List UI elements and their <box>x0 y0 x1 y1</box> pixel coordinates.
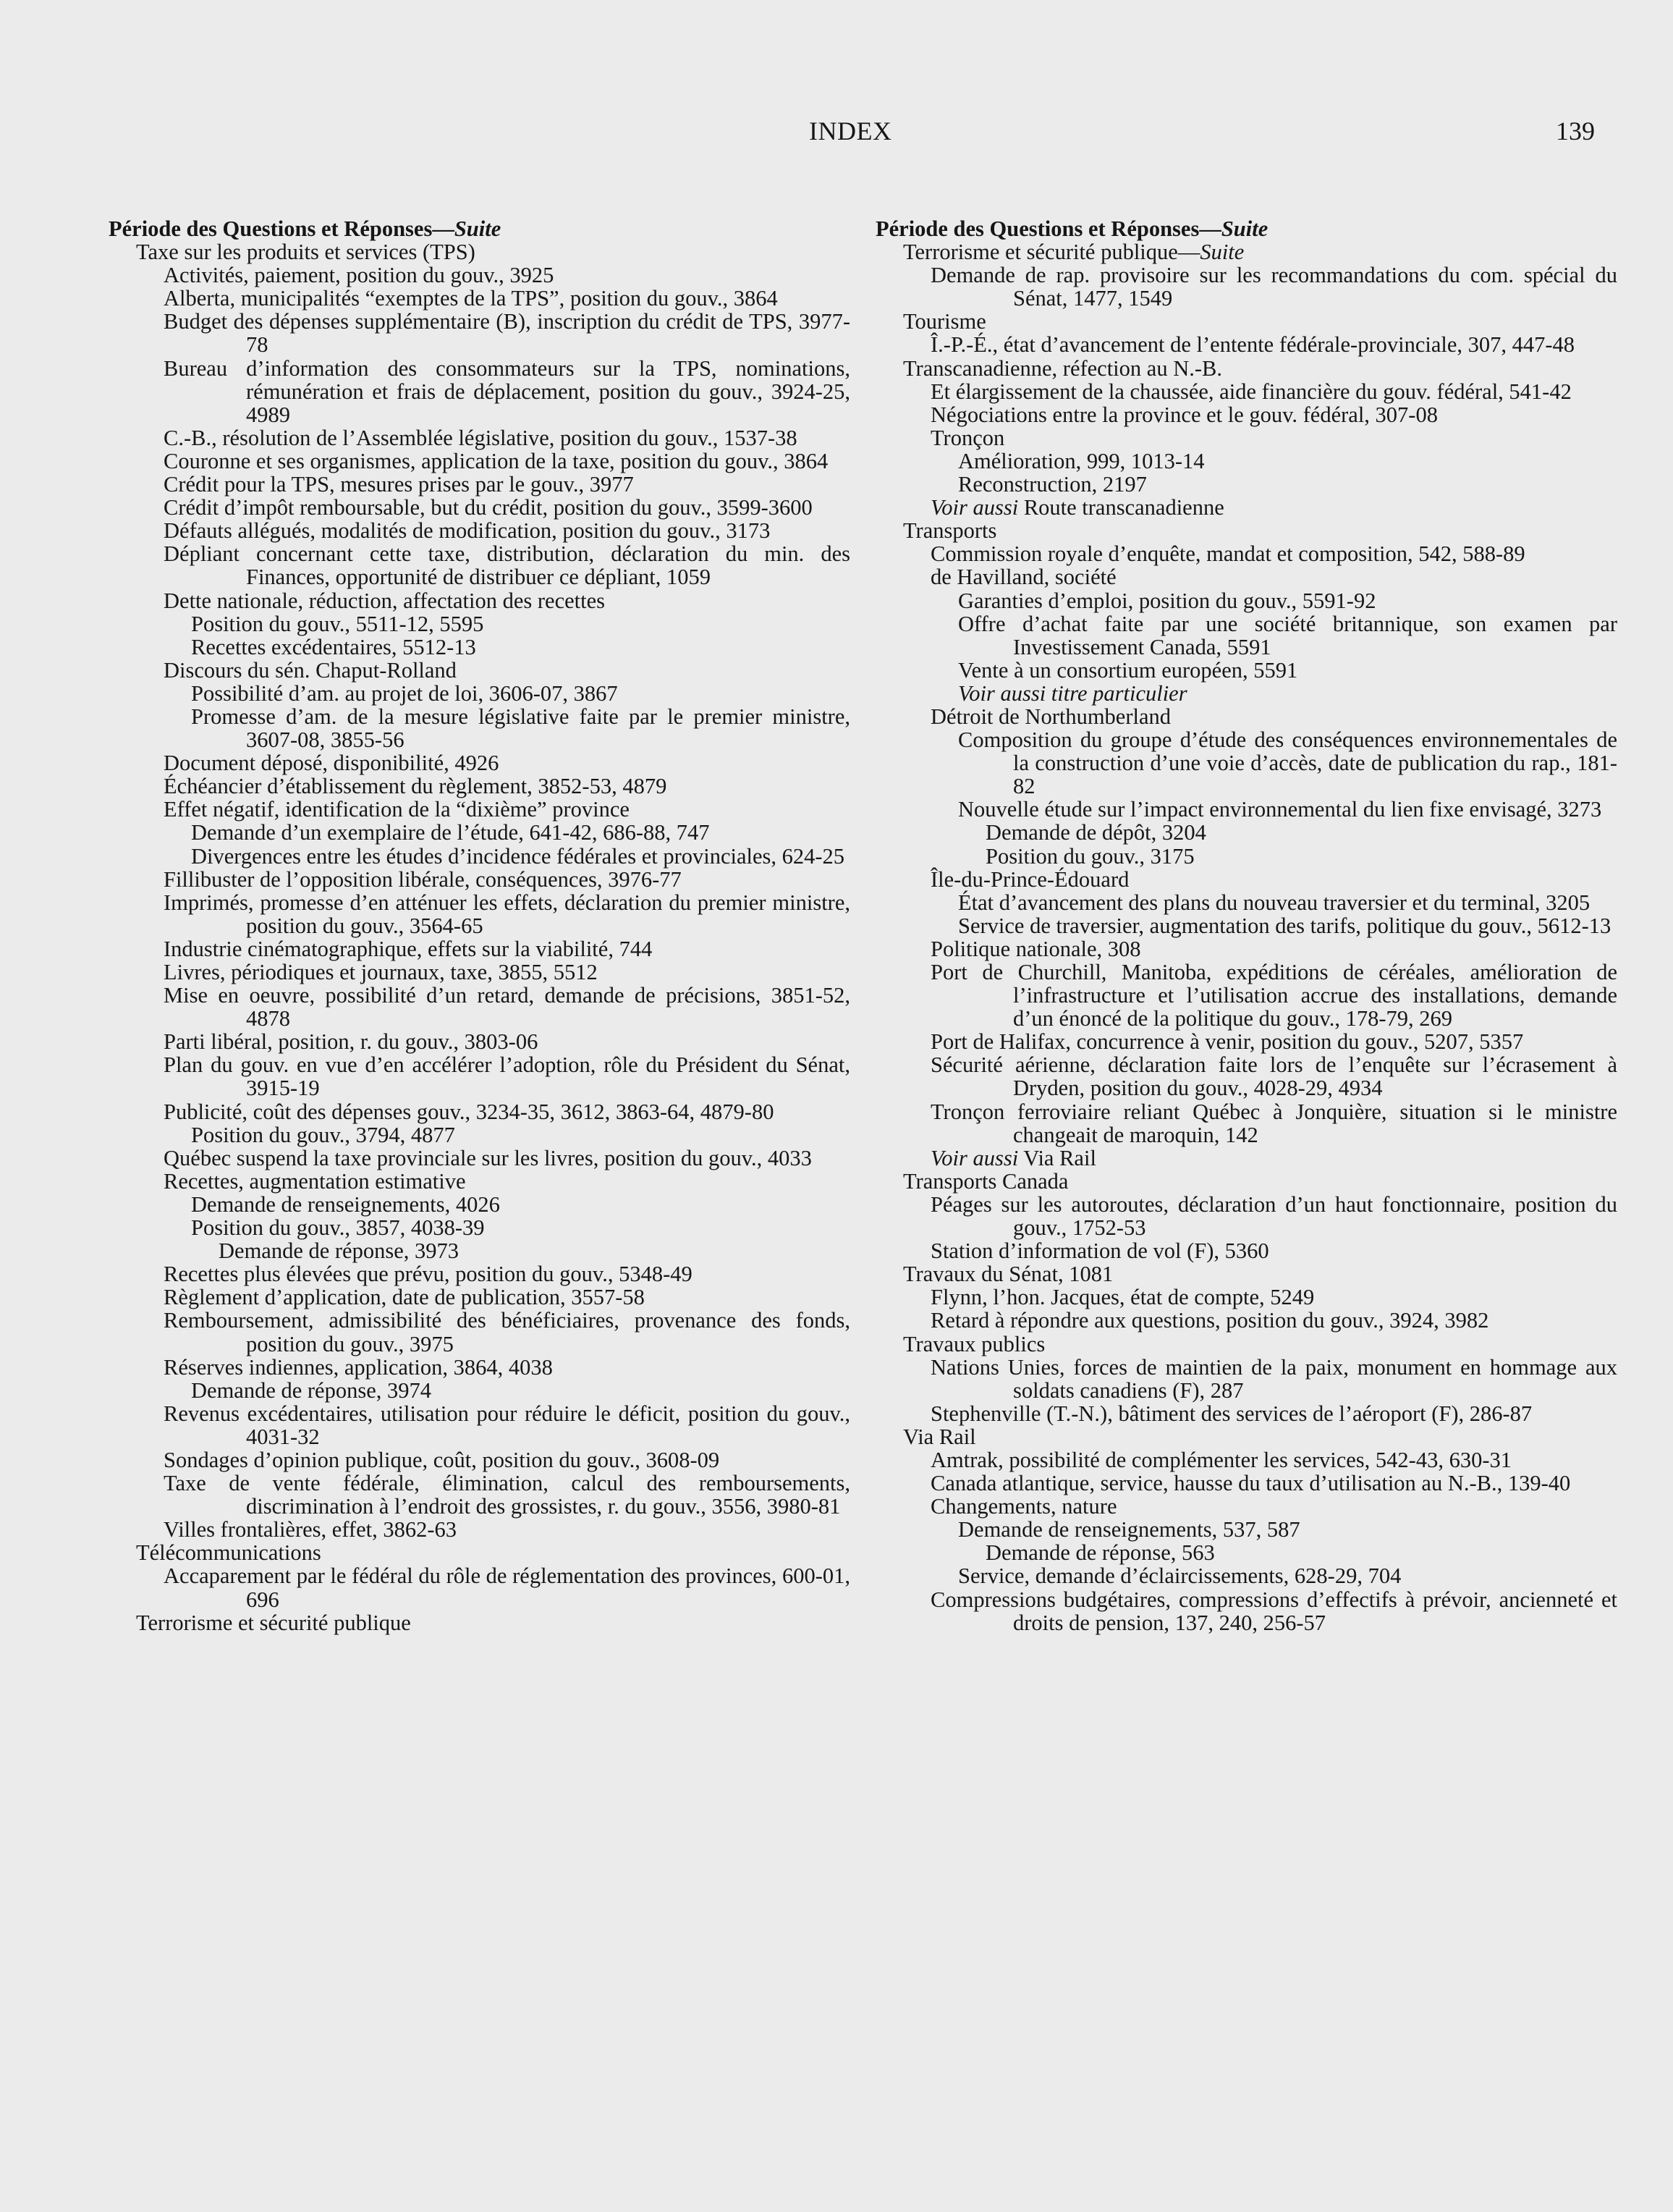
index-entry-text: Canada atlantique, service, hausse du taux d’utilisation au N.-B., 139-40 <box>931 1471 1571 1496</box>
index-entry-text: Demande de renseignements, 4026 <box>191 1191 500 1217</box>
index-entry-text: Période des Questions et Réponses <box>109 216 433 241</box>
index-entry-text: Transports <box>903 518 997 544</box>
index-entry <box>109 636 850 659</box>
index-entry <box>876 1147 1617 1170</box>
index-entry-text: Position du gouv., 3175 <box>986 843 1195 869</box>
index-entry-text: Voir aussi <box>931 1145 1019 1170</box>
index-entry-text: Changements, nature <box>931 1494 1117 1519</box>
index-entry-text: Revenus excédentaires, utilisation pour réduire le déficit, position du gouv., 4031-32 <box>164 1401 850 1449</box>
index-entry <box>109 751 850 774</box>
index-entry-text: Budget des dépenses supplémentaire (B), inscription du crédit de TPS, 3977-78 <box>164 309 850 358</box>
index-entry-text: Terrorisme et sécurité publique— <box>903 240 1200 265</box>
index-entry <box>876 240 1617 263</box>
index-entry <box>109 1030 850 1053</box>
index-entry-text: Station d’information de vol (F), 5360 <box>931 1238 1269 1264</box>
index-entry <box>109 1472 850 1518</box>
index-entry <box>876 1425 1617 1448</box>
index-entry <box>876 1100 1617 1147</box>
index-entry-text: Composition du groupe d’étude des conséquences environnementales de la construction d’une voie d’accès, date de publication du rap., 181-82 <box>958 727 1617 799</box>
index-entry <box>109 426 850 449</box>
page-number: 139 <box>1556 117 1595 145</box>
index-entry <box>109 659 850 682</box>
index-entry-text: Demande d’un exemplaire de l’étude, 641-42, 686-88, 747 <box>191 820 710 845</box>
index-entry-text: Port de Churchill, Manitoba, expéditions de céréales, amélioration de l’infrastructure et l’utilisation accrue des installations, demande d’un énoncé de la politique du gouv., 178-79, 269 <box>931 960 1617 1031</box>
index-entry <box>109 1309 850 1355</box>
index-entry <box>109 449 850 473</box>
index-entry-text: C.-B., résolution de l’Assemblée législative, position du gouv., 1537-38 <box>164 425 797 450</box>
index-entry <box>876 937 1617 961</box>
index-entry-text: Fillibuster de l’opposition libérale, conséquences, 3976-77 <box>164 866 682 892</box>
index-entry <box>109 1518 850 1541</box>
index-entry <box>876 310 1617 333</box>
index-entry <box>876 1053 1617 1099</box>
index-entry-text: Î.-P.-É., état d’avancement de l’entente fédérale-provinciale, 307, 447-48 <box>931 332 1575 358</box>
index-entry-text: Couronne et ses organismes, application de la taxe, position du gouv., 3864 <box>164 448 829 473</box>
index-entry <box>876 1030 1617 1053</box>
index-entry-text: Position du gouv., 3794, 4877 <box>191 1122 455 1147</box>
index-entry-text: Détroit de Northumberland <box>931 704 1172 729</box>
index-entry-text: Demande de réponse, 563 <box>986 1540 1215 1566</box>
index-entry <box>109 1611 850 1634</box>
index-entry-text: Taxe de vente fédérale, élimination, calcul des remboursements, discrimination à l’endroit des grossistes, r. du gouv., 3556, 3980-81 <box>164 1471 850 1519</box>
index-entry-text: Période des Questions et Réponses <box>876 216 1200 241</box>
index-entry <box>876 217 1617 240</box>
index-entry-text: Voir aussi <box>931 495 1019 520</box>
index-entry <box>876 798 1617 821</box>
index-entry <box>109 473 850 496</box>
index-entry-text: Télécommunications <box>136 1540 321 1566</box>
index-entry <box>876 403 1617 426</box>
index-entry <box>876 565 1617 588</box>
index-entry <box>876 1495 1617 1518</box>
index-entry-text: Suite <box>1200 240 1245 265</box>
index-entry <box>109 496 850 519</box>
index-entry-text: Et élargissement de la chaussée, aide financière du gouv. fédéral, 541-42 <box>931 379 1572 404</box>
index-entry <box>109 1239 850 1262</box>
index-entry-text: Port de Halifax, concurrence à venir, position du gouv., 5207, 5357 <box>931 1029 1524 1055</box>
index-entry <box>876 1309 1617 1332</box>
index-entry-text: Péages sur les autoroutes, déclaration d’un haut fonctionnaire, position du gouv., 1752-53 <box>931 1191 1617 1241</box>
index-entry-text: — <box>432 216 454 241</box>
index-entry <box>876 1170 1617 1193</box>
index-entry <box>109 1541 850 1564</box>
index-entry-text: Reconstruction, 2197 <box>958 472 1147 497</box>
index-entry-text: Travaux du Sénat, 1081 <box>903 1262 1114 1287</box>
index-entry <box>876 380 1617 403</box>
index-entry-text: de Havilland, société <box>931 565 1117 590</box>
index-entry-text: Crédit pour la TPS, mesures prises par le gouv., 3977 <box>164 472 634 497</box>
index-entry-text: Via Rail <box>1018 1145 1096 1170</box>
index-entry <box>876 357 1617 380</box>
index-entry-text: Tronçon ferroviaire reliant Québec à Jonquière, situation si le ministre changeait de maroquin, 142 <box>931 1099 1617 1147</box>
index-entry-text: Livres, périodiques et journaux, taxe, 3855, 5512 <box>164 960 598 984</box>
index-entry-text: Demande de dépôt, 3204 <box>986 820 1206 845</box>
index-entry-text: Mise en oeuvre, possibilité d’un retard, demande de précisions, 3851-52, 4878 <box>164 983 850 1031</box>
index-entry <box>109 705 850 751</box>
index-column-right <box>876 217 1617 1634</box>
index-entry <box>876 1286 1617 1309</box>
index-entry-text: Recettes, augmentation estimative <box>164 1168 466 1194</box>
index-entry-text: Villes frontalières, effet, 3862-63 <box>164 1517 457 1542</box>
index-entry-text: Service, demande d’éclaircissements, 628-29, 704 <box>958 1563 1402 1589</box>
index-entry-text: — <box>1199 216 1221 241</box>
index-entry <box>876 333 1617 356</box>
index-entry-text: Nations Unies, forces de maintien de la paix, monument en hommage aux soldats canadiens (F), 287 <box>931 1354 1617 1403</box>
index-entry <box>876 1262 1617 1286</box>
index-entry-text: Position du gouv., 3857, 4038-39 <box>191 1215 485 1241</box>
index-entry <box>876 728 1617 798</box>
index-entry <box>876 519 1617 542</box>
index-entry <box>876 1333 1617 1356</box>
index-entry <box>876 1193 1617 1239</box>
index-entry <box>109 821 850 844</box>
index-entry <box>109 1100 850 1123</box>
index-entry <box>109 774 850 798</box>
index-entry-text: Sondages d’opinion publique, coût, position du gouv., 3608-09 <box>164 1447 720 1472</box>
index-entry <box>876 426 1617 449</box>
index-entry-text: Possibilité d’am. au projet de loi, 3606-07, 3867 <box>191 680 618 706</box>
index-entry-text: Négociations entre la province et le gouv. fédéral, 307-08 <box>931 402 1438 427</box>
index-entry <box>876 1472 1617 1495</box>
index-entry-text: Publicité, coût des dépenses gouv., 3234-35, 3612, 3863-64, 4879-80 <box>164 1099 774 1124</box>
index-entry-text: Taxe sur les produits et services (TPS) <box>136 240 475 265</box>
index-entry-text: Suite <box>1221 216 1268 241</box>
index-entry <box>876 682 1617 705</box>
index-entry-text: Parti libéral, position, r. du gouv., 3803-06 <box>164 1029 538 1055</box>
index-entry <box>876 659 1617 682</box>
index-entry <box>109 542 850 588</box>
index-entry-text: Industrie cinématographique, effets sur la viabilité, 744 <box>164 936 653 961</box>
index-entry <box>876 961 1617 1030</box>
index-entry-text: Accaparement par le fédéral du rôle de réglementation des provinces, 600-01, 696 <box>164 1563 850 1612</box>
index-entry <box>876 914 1617 937</box>
index-entry-text: Terrorisme et sécurité publique <box>136 1610 411 1635</box>
index-column-left <box>109 217 850 1634</box>
index-entry-text: Recettes excédentaires, 5512-13 <box>191 634 476 659</box>
index-entry-text: Vente à un consortium européen, 5591 <box>958 657 1298 683</box>
index-entry-text: Commission royale d’enquête, mandat et composition, 542, 588-89 <box>931 541 1525 567</box>
index-entry-text: Service de traversier, augmentation des tarifs, politique du gouv., 5612-13 <box>958 913 1611 938</box>
index-entry-text: Plan du gouv. en vue d’en accélérer l’adoption, rôle du Président du Sénat, 3915-19 <box>164 1052 850 1101</box>
index-entry-text: Document déposé, disponibilité, 4926 <box>164 751 499 776</box>
index-entry-text: Activités, paiement, position du gouv., 3925 <box>164 263 554 288</box>
index-entry <box>109 240 850 263</box>
index-entry-text: Bureau d’information des consommateurs sur la TPS, nominations, rémunération et frais de déplacement, position du gouv., 3924-25, 4989 <box>164 355 850 427</box>
index-entry <box>109 1379 850 1402</box>
index-entry <box>876 473 1617 496</box>
index-entry-text: Crédit d’impôt remboursable, but du crédit, position du gouv., 3599-3600 <box>164 495 813 520</box>
index-entry <box>109 682 850 705</box>
index-entry <box>109 1216 850 1239</box>
index-entry <box>876 542 1617 565</box>
index-entry-text: Voir aussi titre particulier <box>958 680 1187 706</box>
index-entry-text: Île-du-Prince-Édouard <box>931 866 1130 892</box>
index-entry <box>109 357 850 426</box>
index-entry <box>109 984 850 1030</box>
index-entry <box>876 891 1617 914</box>
index-entry-text: Politique nationale, 308 <box>931 936 1141 961</box>
index-entry <box>109 1564 850 1611</box>
index-entry <box>876 845 1617 868</box>
index-entry-text: Divergences entre les études d’incidence fédérales et provinciales, 624-25 <box>191 843 845 869</box>
index-entry <box>109 1193 850 1216</box>
index-entry-text: Garanties d’emploi, position du gouv., 5591-92 <box>958 588 1376 613</box>
index-entry <box>109 937 850 961</box>
index-entry-text: Demande de réponse, 3974 <box>191 1377 432 1403</box>
index-entry <box>109 961 850 984</box>
index-entry <box>876 1239 1617 1262</box>
index-entry-text: Effet négatif, identification de la “dixième” province <box>164 797 630 822</box>
index-entry <box>109 845 850 868</box>
index-entry-text: Amélioration, 999, 1013-14 <box>958 448 1205 473</box>
index-entry <box>876 449 1617 473</box>
index-entry-text: Transports Canada <box>903 1168 1069 1194</box>
index-entry-text: Via Rail <box>903 1424 976 1449</box>
index-entry-text: Défauts allégués, modalités de modification, position du gouv., 3173 <box>164 518 771 544</box>
index-entry <box>109 1262 850 1286</box>
index-entry <box>876 1448 1617 1472</box>
index-entry-text: Dette nationale, réduction, affectation des recettes <box>164 588 605 613</box>
index-entry-text: Tronçon <box>931 425 1005 450</box>
index-entry <box>109 891 850 937</box>
index-entry-text: Imprimés, promesse d’en atténuer les effets, déclaration du premier ministre, position du gouv., 3564-65 <box>164 890 850 938</box>
index-entry-text: Nouvelle étude sur l’impact environnemental du lien fixe envisagé, 3273 <box>958 797 1602 822</box>
index-entry-text: Route transcanadienne <box>1018 495 1224 520</box>
index-entry <box>109 217 850 240</box>
index-entry <box>109 798 850 821</box>
page-title: INDEX <box>809 117 892 145</box>
index-entry-text: Amtrak, possibilité de complémenter les services, 542-43, 630-31 <box>931 1447 1512 1472</box>
index-entry-text: Transcanadienne, réfection au N.-B. <box>903 355 1222 381</box>
index-entry <box>876 1402 1617 1425</box>
index-entry-text: Échéancier d’établissement du règlement, 3852-53, 4879 <box>164 774 667 799</box>
index-entry-text: Travaux publics <box>903 1331 1046 1356</box>
index-entry-text: Recettes plus élevées que prévu, position du gouv., 5348-49 <box>164 1262 693 1287</box>
index-entry-text: Demande de rap. provisoire sur les recommandations du com. spécial du Sénat, 1477, 1549 <box>931 263 1617 311</box>
index-entry <box>876 1518 1617 1541</box>
index-entry <box>109 612 850 636</box>
index-entry-text: Promesse d’am. de la mesure législative faite par le premier ministre, 3607-08, 3855-56 <box>191 704 850 753</box>
index-entry-text: Position du gouv., 5511-12, 5595 <box>191 611 484 636</box>
index-entry <box>876 1356 1617 1402</box>
index-entry-text: Réserves indiennes, application, 3864, 4038 <box>164 1354 553 1380</box>
index-entry-text: Stephenville (T.-N.), bâtiment des services de l’aéroport (F), 286-87 <box>931 1401 1533 1426</box>
index-entry-text: Offre d’achat faite par une société britannique, son examen par Investissement Canada, 5591 <box>958 611 1617 659</box>
index-entry <box>109 1123 850 1147</box>
index-entry <box>109 589 850 612</box>
index-entry <box>876 1564 1617 1587</box>
index-entry <box>109 519 850 542</box>
index-entry <box>876 589 1617 612</box>
index-entry-text: Retard à répondre aux questions, position du gouv., 3924, 3982 <box>931 1308 1489 1333</box>
index-entry-text: Québec suspend la taxe provinciale sur les livres, position du gouv., 4033 <box>164 1145 812 1170</box>
index-entry <box>109 1286 850 1309</box>
index-entry-text: Règlement d’application, date de publication, 3557-58 <box>164 1285 645 1310</box>
index-entry-text: Demande de réponse, 3973 <box>219 1238 459 1264</box>
index-entry-text: Demande de renseignements, 537, 587 <box>958 1517 1300 1542</box>
index-entry <box>109 1147 850 1170</box>
index-entry <box>109 1402 850 1448</box>
index-entry <box>109 868 850 891</box>
index-entry-text: Suite <box>454 216 501 241</box>
index-entry-text: État d’avancement des plans du nouveau traversier et du terminal, 3205 <box>958 890 1591 915</box>
index-entry-text: Dépliant concernant cette taxe, distribution, déclaration du min. des Finances, opportunité de distribuer ce dépliant, 1059 <box>164 541 850 590</box>
index-entry-text: Flynn, l’hon. Jacques, état de compte, 5249 <box>931 1285 1315 1310</box>
index-entry <box>109 310 850 356</box>
index-entry <box>876 496 1617 519</box>
index-entry <box>109 1170 850 1193</box>
index-entry <box>876 1588 1617 1634</box>
index-entry-text: Discours du sén. Chaput-Rolland <box>164 657 457 683</box>
index-entry <box>876 1541 1617 1564</box>
index-entry <box>109 263 850 287</box>
index-entry <box>109 1448 850 1472</box>
index-entry <box>876 821 1617 844</box>
index-entry-text: Remboursement, admissibilité des bénéficiaires, provenance des fonds, position du gouv., 3975 <box>164 1308 850 1356</box>
index-entry <box>876 612 1617 659</box>
index-entry <box>109 287 850 310</box>
index-entry <box>109 1053 850 1099</box>
index-entry-text: Sécurité aérienne, déclaration faite lors de l’enquête sur l’écrasement à Dryden, position du gouv., 4028-29, 4934 <box>931 1052 1617 1101</box>
index-entry <box>109 1356 850 1379</box>
index-entry-text: Tourisme <box>903 309 986 334</box>
index-entry-text: Compressions budgétaires, compressions d’effectifs à prévoir, ancienneté et droits de pension, 137, 240, 256-57 <box>931 1587 1617 1635</box>
index-entry <box>876 263 1617 310</box>
index-entry <box>876 868 1617 891</box>
index-entry <box>876 705 1617 728</box>
index-entry-text: Alberta, municipalités “exemptes de la TPS”, position du gouv., 3864 <box>164 286 778 311</box>
